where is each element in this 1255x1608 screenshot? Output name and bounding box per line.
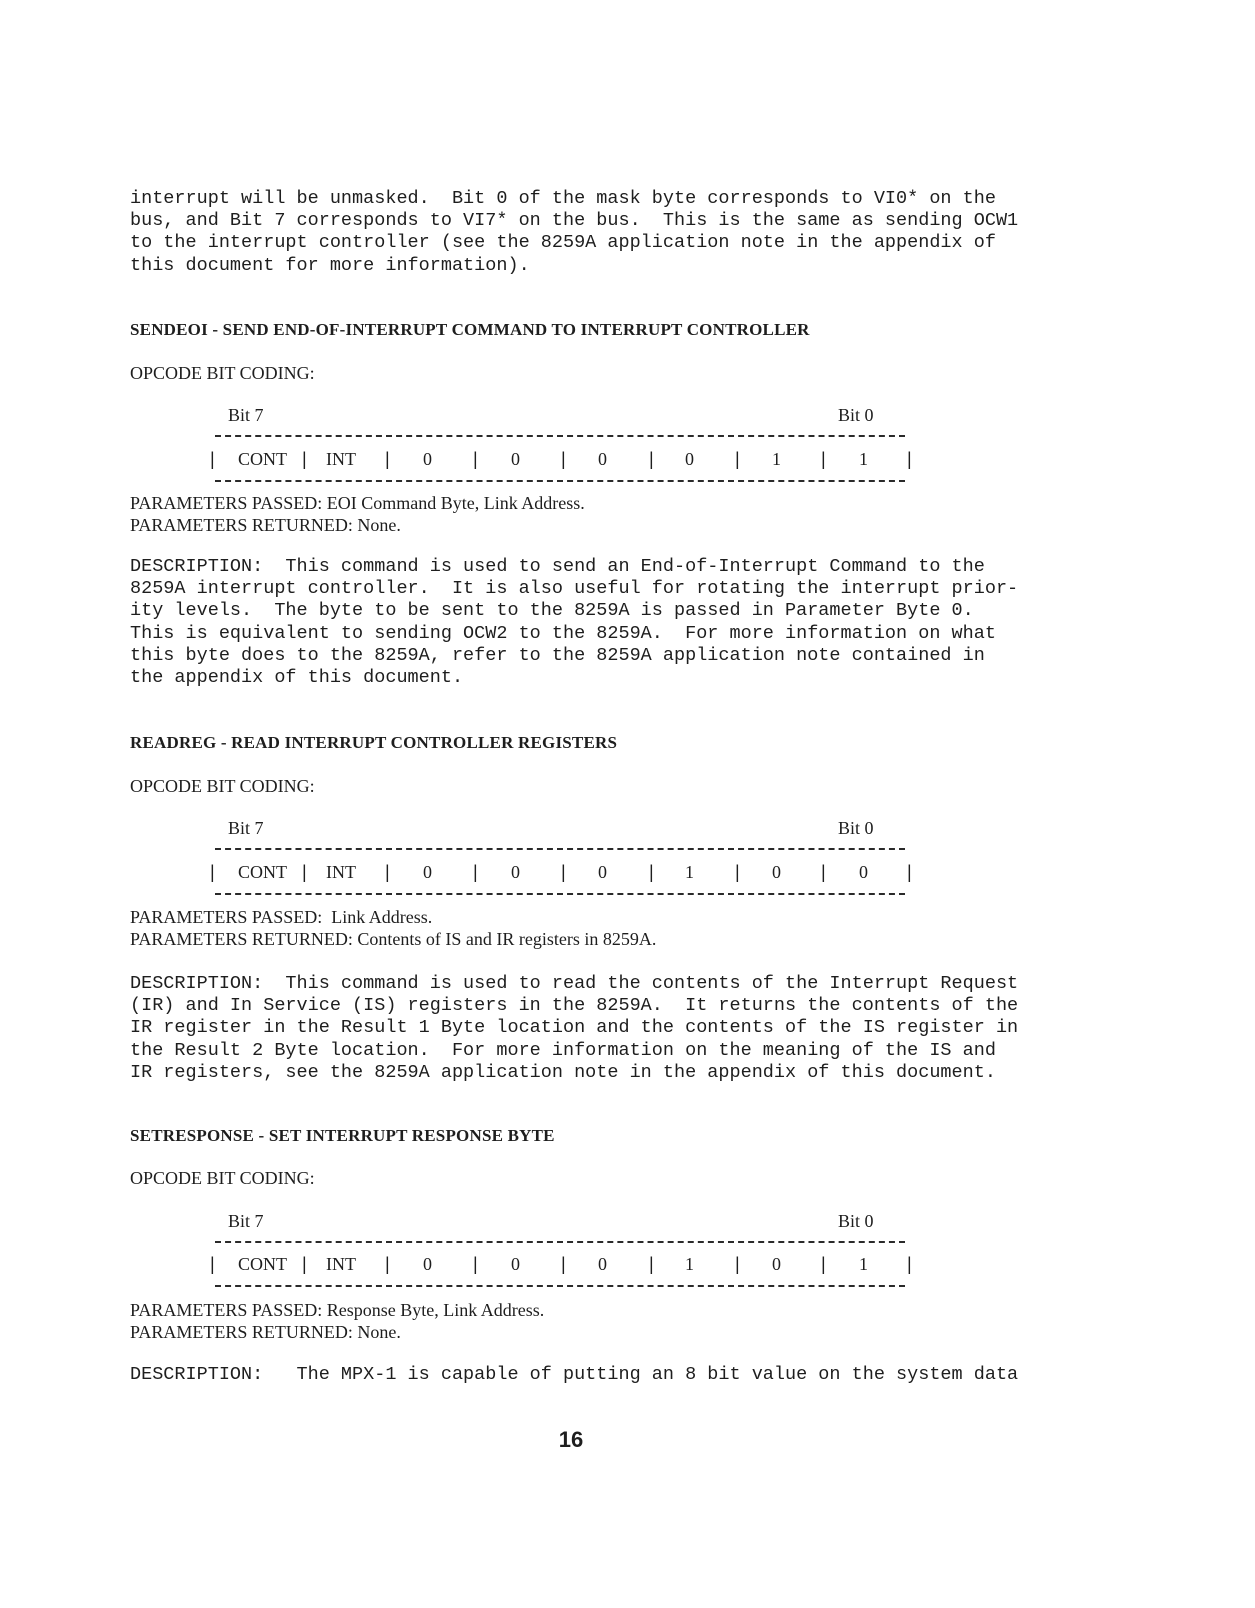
bit-cell: 0	[511, 449, 520, 469]
params-returned: PARAMETERS RETURNED: None.	[130, 1322, 401, 1342]
bit-high-label: Bit 7	[228, 818, 264, 838]
description-line: IR register in the Result 1 Byte location and the contents of the IS register in	[130, 1017, 1019, 1039]
bit-low-label: Bit 0	[838, 818, 874, 838]
intro-line: bus, and Bit 7 corresponds to VI7* on the bus. This is the same as sending OCW1	[130, 210, 1019, 232]
table-bottom-rule	[215, 893, 905, 895]
description-line: DESCRIPTION: This command is used to read the contents of the Interrupt Request	[130, 973, 1019, 994]
params-returned: PARAMETERS RETURNED: Contents of IS and IR registers in 8259A.	[130, 929, 657, 949]
bit-cell: 0	[859, 862, 868, 882]
bit-cell: CONT	[238, 449, 287, 469]
description-line: 8259A interrupt controller. It is also useful for rotating the interrupt prior-	[130, 578, 1019, 600]
bit-high-label: Bit 7	[228, 405, 264, 425]
section-heading-readreg: READREG - READ INTERRUPT CONTROLLER REGISTERS	[130, 733, 618, 752]
bit-cell: CONT	[238, 862, 287, 882]
intro-line: this document for more information).	[130, 254, 530, 276]
params-passed: PARAMETERS PASSED: Response Byte, Link Address.	[130, 1300, 545, 1320]
page-number: 16	[558, 1427, 584, 1452]
description-line: (IR) and In Service (IS) registers in the 8259A. It returns the contents of the	[130, 995, 1019, 1017]
description-line: IR registers, see the 8259A application note in the appendix of this document.	[130, 1061, 996, 1083]
table-bottom-rule	[215, 1285, 905, 1287]
bit-high-label: Bit 7	[228, 1211, 264, 1231]
table-top-rule	[215, 1241, 905, 1243]
bit-cell: 0	[772, 862, 781, 882]
table-top-rule	[215, 435, 905, 437]
bit-cell: 0	[598, 862, 607, 882]
description-line: This is equivalent to sending OCW2 to the 8259A. For more information on what	[130, 622, 996, 644]
bit-coding-row: | CONT | INT | 0 | 0 | 0 | 1 | 0 | 1 |	[210, 1254, 912, 1274]
intro-line: interrupt will be unmasked. Bit 0 of the mask byte corresponds to VI0* on the	[130, 188, 996, 209]
opcode-label: OPCODE BIT CODING:	[130, 776, 315, 796]
description-line: this byte does to the 8259A, refer to the 8259A application note contained in	[130, 644, 985, 666]
bit-cell: 0	[598, 449, 607, 469]
table-top-rule	[215, 848, 905, 850]
description-paragraph	[130, 1364, 1030, 1386]
section-heading-sendeoi: SENDEOI - SEND END-OF-INTERRUPT COMMAND TO INTERRUPT CONTROLLER	[130, 320, 810, 339]
description-line: ity levels. The byte to be sent to the 8259A is passed in Parameter Byte 0.	[130, 600, 974, 622]
intro-paragraph	[130, 188, 1030, 277]
bit-cell: 1	[772, 449, 781, 469]
bit-cell: 1	[685, 862, 694, 882]
description-paragraph	[130, 556, 1030, 689]
bit-cell: 0	[423, 449, 432, 469]
bit-cell: CONT	[238, 1254, 287, 1274]
bit-cell: 1	[685, 1254, 694, 1274]
bit-cell: INT	[326, 449, 356, 469]
intro-line: to the interrupt controller (see the 8259A application note in the appendix of	[130, 232, 996, 254]
bit-cell: 1	[859, 449, 868, 469]
opcode-label: OPCODE BIT CODING:	[130, 363, 315, 383]
bit-cell: 0	[685, 449, 694, 469]
bit-coding-row: | CONT | INT | 0 | 0 | 0 | 0 | 1 | 1 |	[210, 449, 912, 469]
bit-cell: INT	[326, 1254, 356, 1274]
opcode-label: OPCODE BIT CODING:	[130, 1168, 315, 1188]
bit-cell: 0	[598, 1254, 607, 1274]
section-heading-setresponse: SETRESPONSE - SET INTERRUPT RESPONSE BYTE	[130, 1126, 555, 1145]
params-returned: PARAMETERS RETURNED: None.	[130, 515, 401, 535]
table-bottom-rule	[215, 480, 905, 482]
description-line: the appendix of this document.	[130, 667, 464, 689]
bit-cell: 1	[859, 1254, 868, 1274]
bit-cell: 0	[772, 1254, 781, 1274]
bit-cell: 0	[423, 1254, 432, 1274]
bit-low-label: Bit 0	[838, 1211, 874, 1231]
description-line: DESCRIPTION: This command is used to send an End-of-Interrupt Command to the	[130, 556, 985, 577]
params-passed: PARAMETERS PASSED: EOI Command Byte, Link Address.	[130, 493, 585, 513]
params-passed: PARAMETERS PASSED: Link Address.	[130, 907, 433, 927]
description-line: DESCRIPTION: The MPX-1 is capable of putting an 8 bit value on the system data	[130, 1364, 1019, 1385]
bit-coding-row: | CONT | INT | 0 | 0 | 0 | 1 | 0 | 0 |	[210, 862, 912, 882]
bit-cell: 0	[511, 1254, 520, 1274]
bit-low-label: Bit 0	[838, 405, 874, 425]
bit-cell: 0	[423, 862, 432, 882]
bit-cell: 0	[511, 862, 520, 882]
bit-cell: INT	[326, 862, 356, 882]
description-line: the Result 2 Byte location. For more information on the meaning of the IS and	[130, 1039, 996, 1061]
description-paragraph	[130, 973, 1030, 1084]
